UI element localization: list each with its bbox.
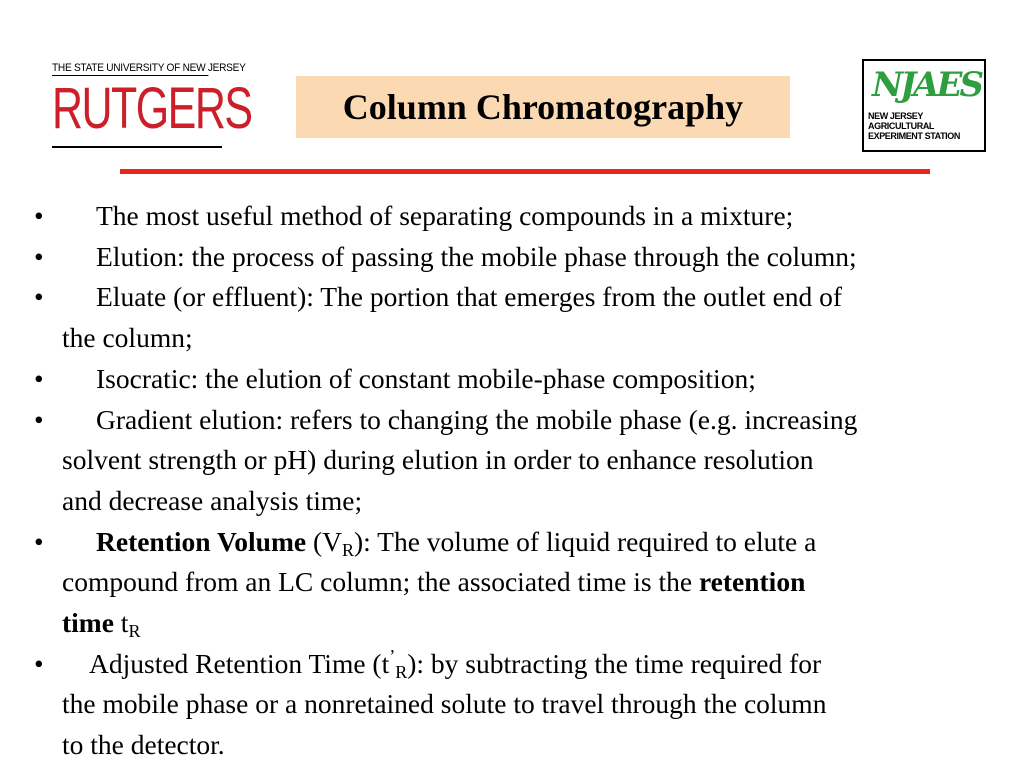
list-item: • Eluate (or effluent): The portion that emerges from the outlet end of [0, 277, 1024, 318]
bullet-icon: • [34, 403, 44, 435]
list-item: • Adjusted Retention Time $(t^’_R)$: by subtracting the time required for [0, 644, 1024, 685]
list-item-continuation: solvent strength or pH) during elution in order to enhance resolution [62, 444, 814, 476]
rutgers-rule [52, 146, 222, 148]
title-underline [120, 169, 930, 174]
term-retention: retention [698, 566, 806, 598]
rutgers-logo [52, 62, 252, 150]
list-item: • Isocratic: the elution of constant mobile-phase composition; [0, 359, 1024, 400]
list-item-continuation: the column; [62, 322, 193, 354]
bullet-icon: • [34, 362, 44, 394]
term-retention-volume: Retention Volume [96, 525, 307, 557]
bullet-icon: • [34, 281, 44, 313]
rutgers-tagline: THE STATE UNIVERSITY OF NEW JERSEY [52, 62, 246, 74]
slide-title: Column Chromatography [342, 87, 744, 127]
bullet-icon: • [34, 240, 44, 272]
list-item: • Gradient elution: refers to changing the mobile phase (e.g. increasing [0, 400, 1024, 441]
njaes-text: NEW JERSEY AGRICULTURAL EXPERIMENT STATION [868, 111, 960, 141]
bullet-icon: • [34, 647, 44, 679]
list-item-continuation: compound from an LC column; the associated time is the retention [62, 566, 806, 598]
list-item-continuation: and decrease analysis time; [62, 484, 363, 516]
njaes-mark: NJAES [872, 65, 982, 105]
list-item-continuation: to the detector. [62, 729, 225, 761]
njaes-logo [862, 59, 986, 152]
title-box [296, 76, 790, 138]
rutgers-wordmark: RUTGERS [52, 76, 252, 141]
list-item-continuation: the mobile phase or a nonretained solute to travel through the column [62, 688, 827, 720]
bullet-icon: • [34, 525, 44, 557]
bullet-list [0, 196, 1024, 766]
list-item: • Elution: the process of passing the mobile phase through the column; [0, 237, 1024, 278]
list-item-continuation: time $t_R$ [62, 607, 141, 642]
bullet-icon: • [34, 200, 44, 231]
term-time: time [62, 607, 114, 639]
list-item: • The most useful method of separating compounds in a mixture; [0, 196, 1024, 237]
list-item: • Retention Volume $(V_R)$: The volume of liquid required to elute a [0, 522, 1024, 563]
